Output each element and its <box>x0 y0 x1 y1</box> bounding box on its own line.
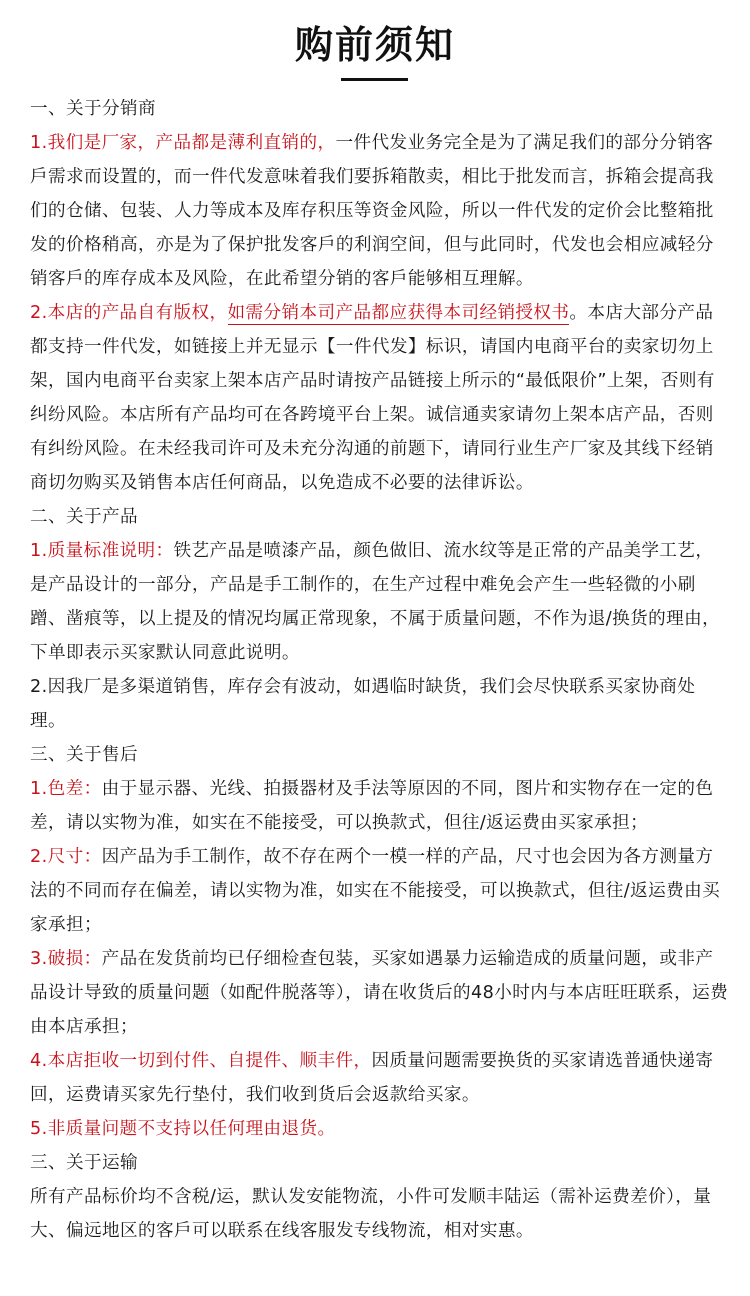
distributor-p1-highlight: 1.我们是厂家，产品都是薄利直销的， <box>30 133 336 153</box>
distributor-p2-highlight: 2.本店的产品自有版权， <box>30 303 228 323</box>
product-paragraph-1 <box>30 534 730 670</box>
after-sales-paragraph-5 <box>30 1112 730 1146</box>
product-paragraph-2: 2.因我厂是多渠道销售，库存会有波动，如遇临时缺货，我们会尽快联系买家协商处理。 <box>30 677 696 731</box>
section-heading-after-sales: 三、关于售后 <box>30 745 138 765</box>
shipping-paragraph-1: 所有产品标价均不含税/运，默认发安能物流，小件可发顺丰陆运（需补运费差价），量大、偏远地区的客戶可以联系在线客服发专线物流，相对实惠。 <box>30 1187 712 1241</box>
distributor-paragraph-2 <box>30 296 730 500</box>
after-sales-p4-highlight: 4.本店拒收一切到付件、自提件、顺丰件， <box>30 1051 372 1071</box>
distributor-paragraph-1 <box>30 126 730 296</box>
distributor-p1-text: 一件代发业务完全是为了满足我们的部分分销客戶需求而设置的，而一件代发意味着我们要拆箱散卖，相比于批发而言，拆箱会提高我们的仓储、包装、人力等成本及库存积压等资金风险，所以一件代发的定价会比整箱批发的价格稍高，亦是为了保护批发客戶的利润空间，但与此同时，代发也会相应减轻分销客戶的库存成本及风险，在此希望分销的客戶能够相互理解。 <box>30 133 714 289</box>
product-p1-text: 铁艺产品是喷漆产品，颜色做旧、流水纹等是正常的产品美学工艺，是产品设计的一部分，产品是手工制作的，在生产过程中难免会产生一些轻微的小刷蹭、凿痕等，以上提及的情况均属正常现象，不属于质量问题，不作为退/换货的理由，下单即表示买家默认同意此说明。 <box>30 541 721 663</box>
after-sales-p2-highlight: 2.尺寸： <box>30 847 102 867</box>
after-sales-paragraph-3 <box>30 942 730 1044</box>
after-sales-paragraph-2 <box>30 840 730 942</box>
distributor-p2-underlined: 如需分销本司产品都应获得本司经销授权书 <box>227 303 570 323</box>
after-sales-p4-text: 因质量问题需要换货的买家请选普通快递寄回，运费请买家先行垫付，我们收到货后会返款给买家。 <box>30 1051 714 1105</box>
section-heading-shipping: 三、关于运输 <box>30 1153 138 1173</box>
after-sales-p3-text: 产品在发货前均已仔细检查包装，买家如遇暴力运输造成的质量问题，或非产品设计导致的质量问题（如配件脱落等），请在收货后的48小时内与本店旺旺联系，运费由本店承担； <box>30 949 729 1037</box>
after-sales-p3-highlight: 3.破损： <box>30 949 102 969</box>
section-heading-distributor: 一、关于分销商 <box>30 99 156 119</box>
product-p1-highlight: 1.质量标准说明： <box>30 541 174 561</box>
notice-body <box>30 92 730 1248</box>
after-sales-paragraph-1 <box>30 772 730 840</box>
after-sales-p1-text: 由于显示器、光线、拍摄器材及手法等原因的不同，图片和实物存在一定的色差，请以实物为准，如实在不能接受，可以换款式，但往/返运费由买家承担； <box>30 779 714 833</box>
after-sales-p1-highlight: 1.色差： <box>30 779 102 799</box>
after-sales-p5-highlight: 5.非质量问题不支持以任何理由退货。 <box>30 1119 336 1139</box>
page-title: 购前须知 <box>294 23 455 67</box>
after-sales-paragraph-4 <box>30 1044 730 1112</box>
after-sales-p2-text: 因产品为手工制作，故不存在两个一模一样的产品，尺寸也会因为各方测量方法的不同而存在偏差，请以实物为准，如实在不能接受，可以换款式，但往/返运费由买家承担； <box>30 847 721 935</box>
title-divider <box>341 78 408 81</box>
section-heading-product: 二、关于产品 <box>30 507 138 527</box>
distributor-p2-text: 。本店大部分产品都支持一件代发，如链接上并无显示【一件代发】标识，请国内电商平台的卖家切勿上架，国内电商平台卖家上架本店产品时请按产品链接上所示的“最低限价”上架，否则有纠纷风险。本店所有产品均可在各跨境平台上架。诚信通卖家请勿上架本店产品，否则有纠纷风险。在未经我司许可及未充分沟通的前题下，请同行业生产厂家及其线下经销商切勿购买及销售本店任何商品，以免造成不必要的法律诉讼。 <box>30 303 715 493</box>
